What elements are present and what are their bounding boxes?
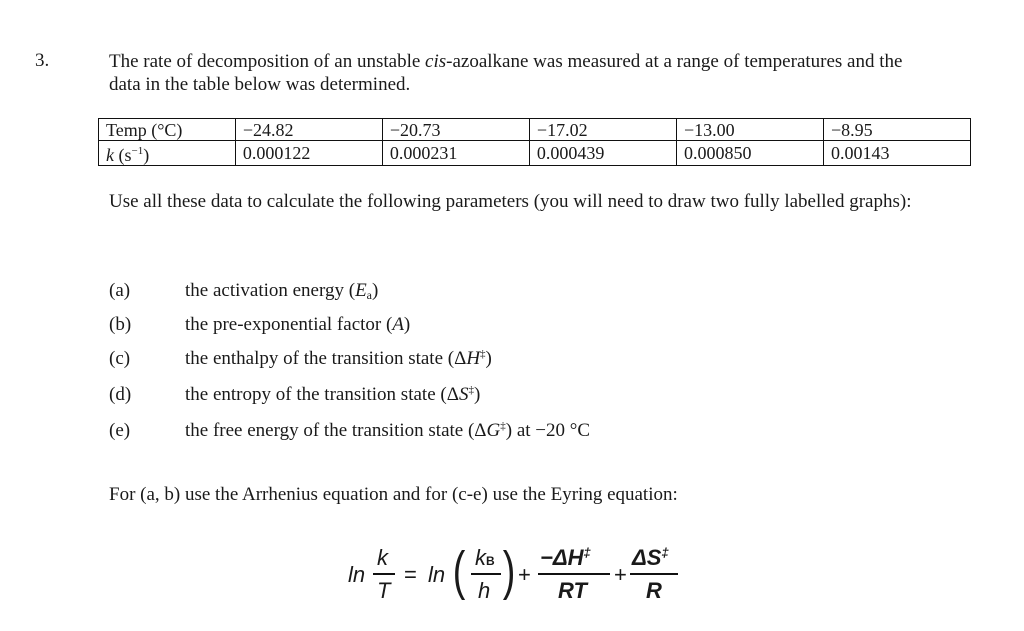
row-label-k bbox=[99, 141, 236, 166]
eq-plus-2: + bbox=[614, 562, 627, 587]
temp-cell: −24.82 bbox=[235, 119, 382, 141]
eq-ln-1: ln bbox=[348, 562, 366, 587]
method-line: For (a, b) use the Arrhenius equation and for (c-e) use the Eyring equation: bbox=[109, 484, 678, 505]
part-label: (a) bbox=[109, 280, 131, 301]
eq-den-h: h bbox=[478, 578, 491, 603]
temp-cell: −13.00 bbox=[676, 119, 823, 141]
k-cell: 0.000439 bbox=[529, 141, 676, 166]
eq-left-paren: ( bbox=[452, 541, 466, 601]
question-intro bbox=[109, 50, 909, 96]
intro-text-2: -azoalkane was measured at a range of temperatures and the data in the table below was determined. bbox=[109, 51, 903, 95]
temp-cell: −20.73 bbox=[382, 119, 529, 141]
k-cell: 0.000122 bbox=[235, 141, 382, 166]
temp-cell: −8.95 bbox=[824, 119, 971, 141]
part-label: (e) bbox=[109, 420, 131, 441]
intro-text-1: The rate of decomposition of an unstable bbox=[109, 51, 426, 72]
eyring-equation bbox=[340, 540, 700, 620]
eq-num-dH: −ΔH‡ bbox=[540, 545, 591, 570]
table-row-rate-constant bbox=[99, 141, 971, 166]
part-label: (c) bbox=[109, 348, 131, 369]
eq-equals: = bbox=[404, 562, 417, 587]
k-units-close: ) bbox=[143, 145, 150, 165]
eq-den-RT: RT bbox=[558, 578, 587, 603]
question-number: 3. bbox=[35, 50, 50, 71]
part-text: the activation energy $(E_a)$ bbox=[185, 280, 379, 302]
instructions: Use all these data to calculate the following parameters (you will need to draw two fully labelled graphs): bbox=[109, 191, 912, 212]
k-symbol: k bbox=[106, 145, 114, 165]
eq-num-k: k bbox=[377, 545, 388, 570]
eq-num-kB: kB bbox=[475, 545, 495, 570]
k-cell: 0.000231 bbox=[382, 141, 529, 166]
k-cell: 0.000850 bbox=[676, 141, 823, 166]
eq-den-T: T bbox=[377, 578, 391, 603]
eq-right-paren: ) bbox=[502, 541, 516, 601]
part-text: the free energy of the transition state (ΔG‡) at −20 °C bbox=[185, 420, 591, 441]
eq-den-R: R bbox=[646, 578, 662, 603]
intro-italic: cis bbox=[425, 51, 447, 72]
k-units: (s bbox=[114, 145, 132, 165]
k-units-exponent: −1 bbox=[131, 145, 144, 157]
table-row-temperature bbox=[99, 119, 971, 141]
eq-ln-2: ln bbox=[428, 562, 446, 587]
eq-plus-1: + bbox=[518, 562, 531, 587]
part-text: the enthalpy of the transition state (ΔH‡) bbox=[185, 348, 492, 369]
eq-fraction-bar bbox=[538, 573, 610, 575]
eq-fraction-bar bbox=[630, 573, 678, 575]
part-label: (b) bbox=[109, 314, 132, 335]
eq-num-dS: ΔS‡ bbox=[632, 545, 669, 570]
eq-fraction-bar bbox=[471, 573, 501, 575]
part-label: (d) bbox=[109, 384, 132, 405]
row-label-temp: Temp (°C) bbox=[99, 119, 236, 141]
part-text: the pre-exponential factor (A) bbox=[185, 314, 411, 335]
temp-cell: −17.02 bbox=[529, 119, 676, 141]
data-table bbox=[98, 118, 971, 166]
eq-fraction-bar bbox=[373, 573, 395, 575]
part-text: the entropy of the transition state (ΔS‡) bbox=[185, 384, 481, 405]
k-cell: 0.00143 bbox=[824, 141, 971, 166]
